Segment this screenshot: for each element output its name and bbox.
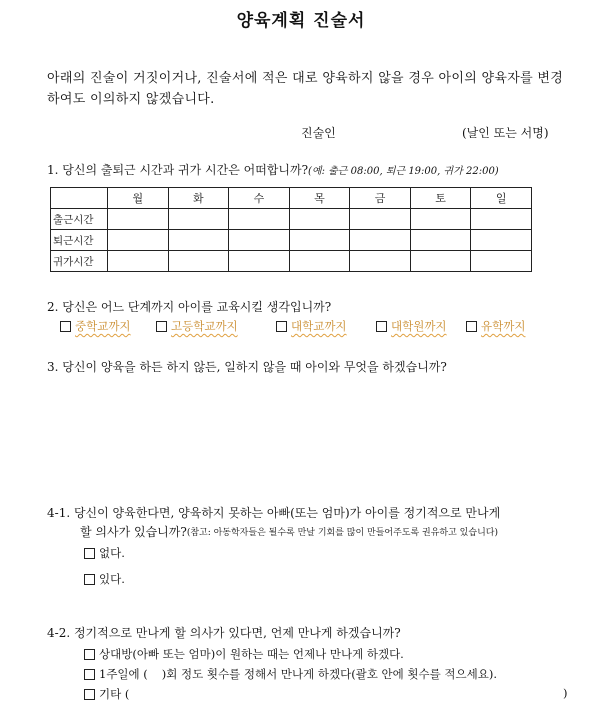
- day-header: 일: [471, 188, 532, 209]
- time-cell[interactable]: [168, 209, 229, 230]
- time-cell[interactable]: [229, 209, 290, 230]
- checkbox-square-icon[interactable]: [276, 321, 287, 332]
- checkbox-square-icon[interactable]: [84, 649, 95, 660]
- option-label: 고등학교까지: [171, 319, 238, 333]
- checkbox-option[interactable]: [84, 545, 125, 561]
- schedule-corner-cell: [51, 188, 108, 209]
- question-3-text: 3. 당신이 양육을 하든 하지 않든, 일하지 않을 때 아이와 무엇을 하겠습니까?: [47, 360, 447, 374]
- day-header: 토: [410, 188, 471, 209]
- question-1-text: 1. 당신의 출퇴근 시간과 귀가 시간은 어떠합니까?: [47, 163, 309, 177]
- time-cell[interactable]: [108, 230, 169, 251]
- other-close-paren: ): [563, 686, 568, 700]
- option-label-start: 기타 (: [99, 687, 130, 701]
- schedule-header-row: [51, 188, 532, 209]
- option-label: 없다.: [99, 546, 125, 560]
- option-label: 유학까지: [481, 319, 526, 333]
- option-label-start: 1주일에 (: [99, 667, 148, 681]
- option-label: 대학교까지: [291, 319, 347, 333]
- checkbox-square-icon[interactable]: [466, 321, 477, 332]
- time-cell[interactable]: [168, 251, 229, 272]
- time-cell[interactable]: [229, 251, 290, 272]
- day-header: 금: [350, 188, 411, 209]
- time-cell[interactable]: [229, 230, 290, 251]
- time-cell[interactable]: [350, 230, 411, 251]
- option-label-end: )회 정도 횟수를 정해서 만나게 하겠다(괄호 안에 횟수를 적으세요).: [161, 667, 497, 681]
- time-cell[interactable]: [410, 230, 471, 251]
- day-header: 화: [168, 188, 229, 209]
- signature-note: (날인 또는 서명): [462, 126, 549, 140]
- checkbox-option[interactable]: [156, 318, 238, 334]
- question-1-example: (예: 출근 08:00, 퇴근 19:00, 귀가 22:00): [308, 166, 499, 177]
- time-cell[interactable]: [471, 251, 532, 272]
- document-title: 양육계획 진술서: [236, 11, 366, 31]
- question-4-1-note: (참고: 아동학자들은 될수록 만날 기회를 많이 만들어주도록 권유하고 있습니다): [186, 528, 498, 538]
- day-header: 월: [108, 188, 169, 209]
- row-label: 출근시간: [51, 209, 108, 230]
- checkbox-square-icon[interactable]: [84, 548, 95, 559]
- time-cell[interactable]: [108, 251, 169, 272]
- checkbox-option[interactable]: [276, 318, 347, 334]
- checkbox-square-icon[interactable]: [156, 321, 167, 332]
- day-header: 목: [289, 188, 350, 209]
- checkbox-option[interactable]: [60, 318, 131, 334]
- option-label: 상대방(아빠 또는 엄마)이 원하는 때는 언제나 만나게 하겠다.: [99, 647, 404, 661]
- signer-label: 진술인: [301, 126, 336, 140]
- time-cell[interactable]: [289, 230, 350, 251]
- checkbox-option[interactable]: [84, 571, 125, 587]
- option-label: 있다.: [99, 572, 125, 586]
- time-cell[interactable]: [168, 230, 229, 251]
- time-cell[interactable]: [471, 230, 532, 251]
- day-header: 수: [229, 188, 290, 209]
- checkbox-option[interactable]: [84, 686, 129, 702]
- checkbox-option[interactable]: [466, 318, 525, 334]
- checkbox-square-icon[interactable]: [84, 669, 95, 680]
- option-label: 중학교까지: [75, 319, 131, 333]
- table-row: [51, 230, 532, 251]
- question-4-1-line-2: [80, 523, 498, 540]
- option-label: 대학원까지: [391, 319, 447, 333]
- time-cell[interactable]: [471, 209, 532, 230]
- intro-paragraph: 아래의 진술이 거짓이거나, 진술서에 적은 대로 양육하지 않을 경우 아이의 양육자를 변경하여도 이의하지 않겠습니다.: [47, 71, 564, 107]
- time-cell[interactable]: [350, 251, 411, 272]
- time-cell[interactable]: [108, 209, 169, 230]
- checkbox-square-icon[interactable]: [84, 689, 95, 700]
- row-label: 퇴근시간: [51, 230, 108, 251]
- question-4-1-text: 할 의사가 있습니까?: [80, 525, 187, 539]
- question-4-1-line-1: 4-1. 당신이 양육한다면, 양육하지 못하는 아빠(또는 엄마)가 아이를 정기적으로 만나게: [47, 506, 501, 520]
- question-2-text: 2. 당신은 어느 단계까지 아이를 교육시킬 생각입니까?: [47, 300, 332, 314]
- question-1: [47, 161, 499, 178]
- time-cell[interactable]: [289, 209, 350, 230]
- checkbox-option[interactable]: [376, 318, 447, 334]
- checkbox-square-icon[interactable]: [84, 574, 95, 585]
- time-cell[interactable]: [289, 251, 350, 272]
- question-4-2-text: 4-2. 정기적으로 만나게 할 의사가 있다면, 언제 만나게 하겠습니까?: [47, 626, 401, 640]
- checkbox-square-icon[interactable]: [376, 321, 387, 332]
- checkbox-option[interactable]: [84, 666, 497, 682]
- checkbox-option[interactable]: [84, 646, 404, 662]
- checkbox-square-icon[interactable]: [60, 321, 71, 332]
- time-cell[interactable]: [410, 209, 471, 230]
- table-row: [51, 251, 532, 272]
- table-row: [51, 209, 532, 230]
- time-cell[interactable]: [410, 251, 471, 272]
- time-cell[interactable]: [350, 209, 411, 230]
- row-label: 귀가시간: [51, 251, 108, 272]
- schedule-table: [50, 187, 532, 272]
